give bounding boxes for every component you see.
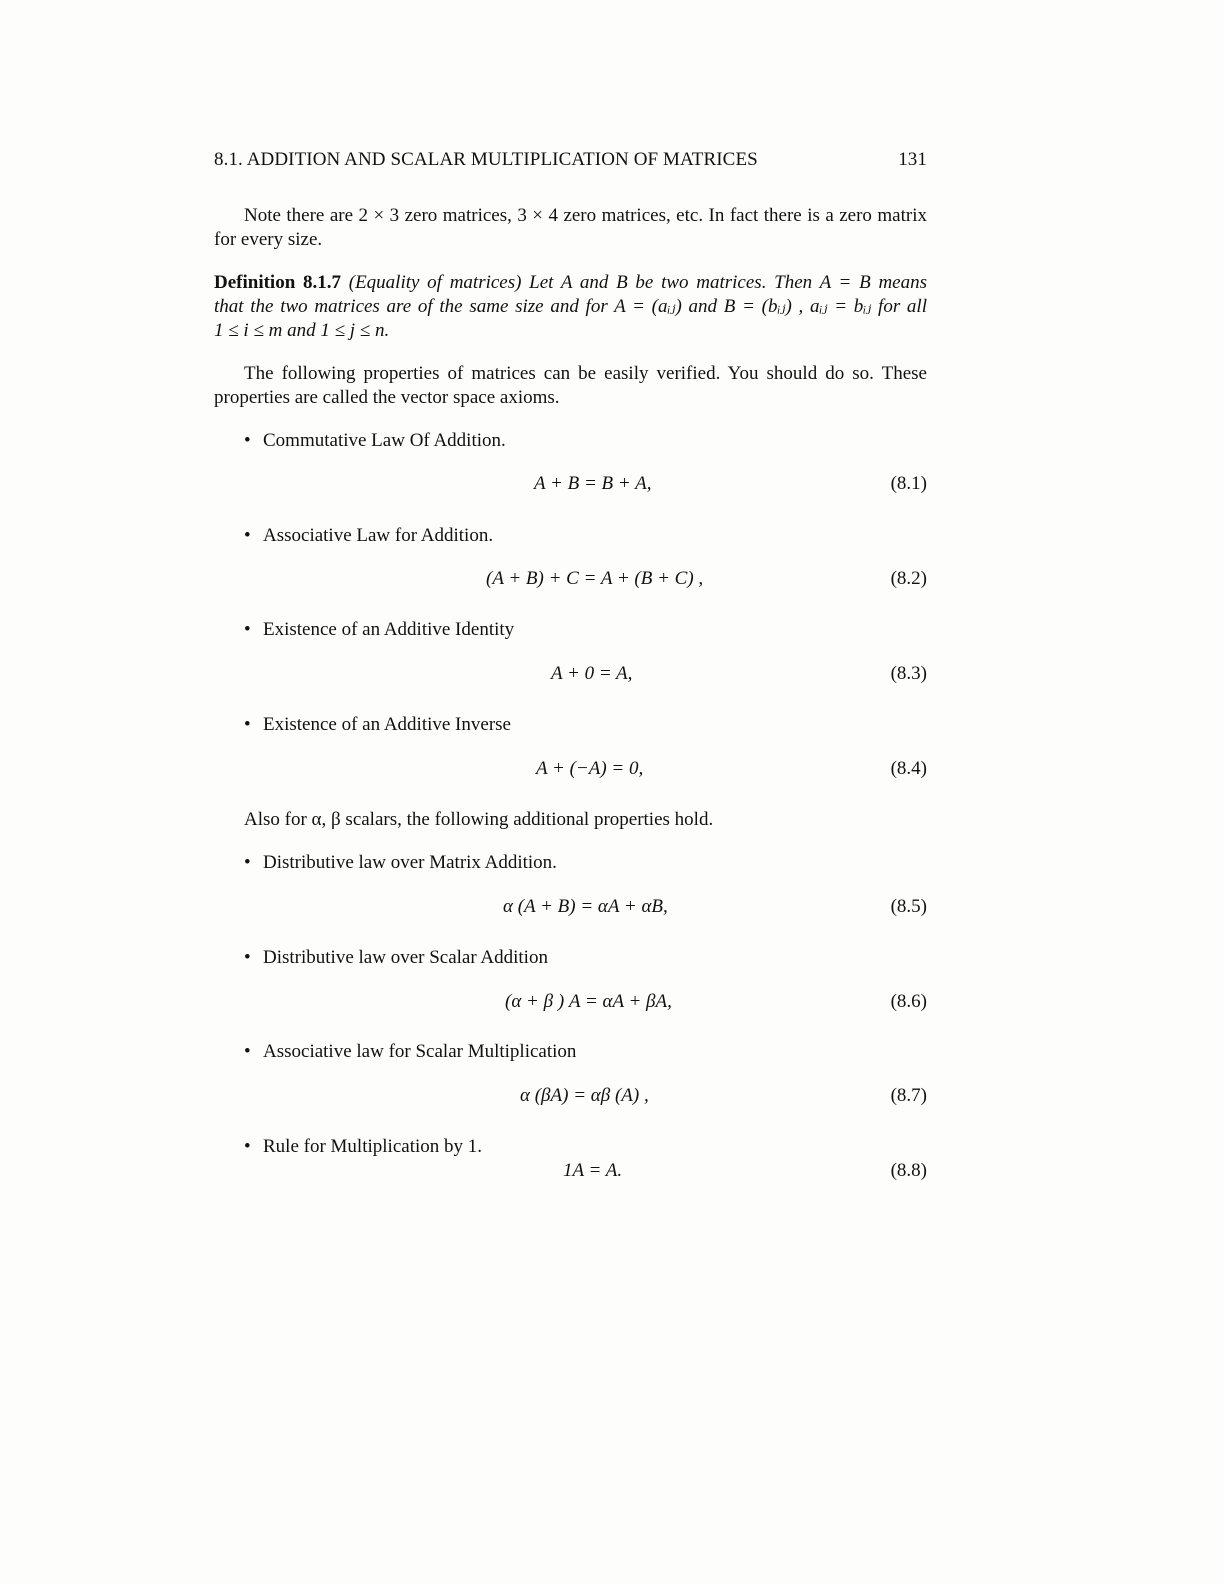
- definition-block: [214, 271, 927, 343]
- property-item: [244, 713, 511, 737]
- property-item: [244, 851, 557, 875]
- section-title: 8.1. ADDITION AND SCALAR MULTIPLICATION OF MATRICES: [214, 149, 758, 170]
- bullet-marker: •: [244, 947, 251, 968]
- equation-number: (8.4): [890, 758, 927, 779]
- equation-8-2: (A + B) + C = A + (B + C) ,: [486, 568, 704, 589]
- definition-line-1: [214, 271, 927, 295]
- equation-8-5: α (A + B) = αA + αB,: [503, 896, 668, 917]
- intro-line-2: properties are called the vector space axioms.: [214, 387, 560, 408]
- property-label: Associative law for Scalar Multiplication: [263, 1041, 577, 1062]
- zero-note-line-1: Note there are 2 × 3 zero matrices, 3 × 4 zero matrices, etc. In fact there is a zero matrix: [244, 205, 927, 226]
- bullet-marker: •: [244, 1136, 251, 1157]
- bullet-marker: •: [244, 619, 251, 640]
- property-label: Rule for Multiplication by 1.: [263, 1136, 483, 1157]
- property-label: Distributive law over Matrix Addition.: [263, 852, 557, 873]
- equation-number: (8.1): [890, 473, 927, 494]
- property-label: Commutative Law Of Addition.: [263, 430, 506, 451]
- scalars-note: Also for α, β scalars, the following additional properties hold.: [244, 809, 714, 830]
- intro-line-1: The following properties of matrices can be easily verified. You should do so. These: [244, 363, 927, 384]
- bullet-marker: •: [244, 1041, 251, 1062]
- equation-8-8: 1A = A.: [563, 1160, 623, 1181]
- definition-line-3: 1 ≤ i ≤ m and 1 ≤ j ≤ n.: [214, 320, 390, 341]
- definition-text-1: (Equality of matrices) Let A and B be two matrices. Then A = B means: [348, 272, 927, 293]
- property-item: [244, 618, 514, 642]
- property-item: [244, 1040, 576, 1064]
- zero-matrix-note: [214, 204, 927, 252]
- property-label: Associative Law for Addition.: [263, 525, 494, 546]
- property-item: [244, 946, 548, 970]
- property-item: [244, 1135, 482, 1159]
- axioms-intro: [214, 362, 927, 410]
- running-head: [214, 149, 927, 173]
- definition-line-2: that the two matrices are of the same size and for A = (aᵢⱼ) and B = (bᵢⱼ) , aᵢⱼ = bᵢⱼ for all: [214, 296, 927, 317]
- equation-8-7: α (βA) = αβ (A) ,: [520, 1085, 649, 1106]
- equation-number: (8.3): [890, 663, 927, 684]
- equation-number: (8.8): [890, 1160, 927, 1181]
- zero-note-line-2: for every size.: [214, 229, 323, 250]
- equation-8-6: (α + β ) A = αA + βA,: [505, 991, 672, 1012]
- bullet-marker: •: [244, 525, 251, 546]
- equation-number: (8.5): [890, 896, 927, 917]
- property-label: Existence of an Additive Inverse: [263, 714, 511, 735]
- bullet-marker: •: [244, 714, 251, 735]
- property-label: Existence of an Additive Identity: [263, 619, 515, 640]
- equation-number: (8.6): [890, 991, 927, 1012]
- property-item: [244, 524, 493, 548]
- bullet-marker: •: [244, 430, 251, 451]
- property-item: [244, 429, 506, 453]
- equation-number: (8.2): [890, 568, 927, 589]
- bullet-marker: •: [244, 852, 251, 873]
- equation-8-1: A + B = B + A,: [534, 473, 652, 494]
- equation-8-3: A + 0 = A,: [551, 663, 633, 684]
- property-label: Distributive law over Scalar Addition: [263, 947, 548, 968]
- definition-label: Definition 8.1.7: [214, 272, 342, 293]
- page-number: 131: [898, 149, 927, 170]
- equation-8-4: A + (−A) = 0,: [536, 758, 644, 779]
- equation-number: (8.7): [890, 1085, 927, 1106]
